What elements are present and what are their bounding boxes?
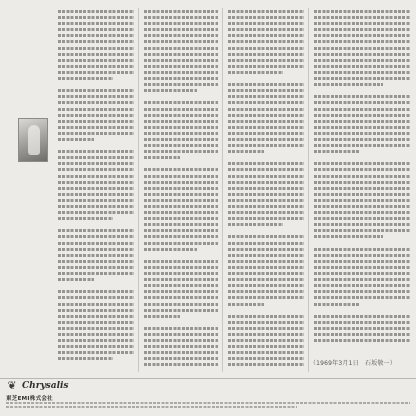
text-line: [228, 71, 283, 74]
text-line: [144, 144, 218, 147]
text-line: [228, 327, 304, 330]
text-line: [58, 199, 134, 202]
text-line: [314, 327, 410, 330]
text-line: [58, 193, 134, 196]
text-line: [314, 89, 410, 92]
text-line: [314, 235, 383, 238]
text-line: [314, 248, 410, 251]
text-line: [314, 162, 410, 165]
text-line: [314, 260, 410, 263]
text-line: [314, 53, 410, 56]
text-line: [228, 363, 304, 366]
text-line: [228, 217, 304, 220]
text-line: [314, 168, 410, 171]
text-line: [144, 339, 218, 342]
text-line: [58, 290, 134, 293]
text-line: [58, 144, 134, 147]
text-line: [228, 333, 304, 336]
text-line: [144, 114, 218, 117]
text-line: [58, 120, 134, 123]
text-line: [58, 156, 134, 159]
text-line: [228, 138, 304, 141]
text-line: [58, 47, 134, 50]
text-line: [228, 248, 304, 251]
text-line: [314, 333, 410, 336]
text-line: [314, 101, 410, 104]
fine-print-line: [6, 402, 410, 404]
text-line: [144, 89, 197, 92]
butterfly-logo-icon: ❦: [7, 379, 17, 392]
text-line: [228, 175, 304, 178]
text-line: [314, 296, 410, 299]
text-line: [144, 217, 218, 220]
text-line: [58, 187, 134, 190]
text-line: [314, 339, 410, 342]
text-column-3: [228, 10, 304, 372]
text-line: [144, 53, 218, 56]
text-line: [144, 309, 218, 312]
text-line: [58, 321, 134, 324]
text-line: [314, 284, 410, 287]
label-brand: Chrysalis: [22, 381, 69, 391]
text-line: [144, 284, 218, 287]
text-line: [58, 138, 94, 141]
text-line: [58, 284, 134, 287]
text-line: [58, 16, 134, 19]
text-line: [144, 40, 218, 43]
text-column-2: [144, 10, 218, 372]
text-line: [228, 357, 304, 360]
text-line: [228, 114, 304, 117]
text-line: [58, 296, 134, 299]
text-line: [144, 83, 218, 86]
text-line: [144, 321, 218, 324]
text-line: [144, 47, 218, 50]
text-line: [58, 181, 134, 184]
text-line: [144, 132, 218, 135]
text-line: [144, 16, 218, 19]
text-line: [58, 59, 134, 62]
text-line: [228, 89, 304, 92]
text-line: [144, 363, 218, 366]
text-line: [144, 229, 218, 232]
text-line: [314, 95, 410, 98]
text-line: [144, 266, 218, 269]
text-line: [144, 351, 218, 354]
text-line: [144, 315, 180, 318]
publisher-name: 東芝EMI株式会社: [6, 396, 53, 402]
text-line: [228, 132, 304, 135]
text-line: [144, 120, 218, 123]
text-line: [228, 235, 304, 238]
text-line: [58, 34, 134, 37]
copyright-fine-print: [6, 402, 410, 410]
text-line: [314, 132, 410, 135]
text-line: [314, 65, 410, 68]
text-line: [58, 22, 134, 25]
text-line: [228, 229, 304, 232]
text-line: [314, 10, 410, 13]
text-line: [314, 59, 410, 62]
text-line: [58, 303, 134, 306]
text-line: [228, 272, 304, 275]
text-line: [228, 22, 304, 25]
text-line: [228, 290, 304, 293]
text-line: [58, 53, 134, 56]
text-line: [144, 59, 218, 62]
text-line: [314, 193, 410, 196]
text-line: [144, 296, 218, 299]
text-line: [228, 95, 304, 98]
text-line: [228, 144, 304, 147]
text-line: [58, 235, 134, 238]
text-line: [314, 126, 410, 129]
text-line: [144, 248, 197, 251]
text-line: [228, 296, 304, 299]
text-line: [144, 278, 218, 281]
text-line: [314, 71, 410, 74]
text-line: [58, 95, 134, 98]
text-line: [58, 327, 134, 330]
text-line: [144, 327, 218, 330]
text-line: [314, 266, 410, 269]
text-line: [144, 303, 218, 306]
text-line: [228, 28, 304, 31]
text-line: [144, 108, 218, 111]
text-line: [314, 114, 410, 117]
text-line: [144, 95, 218, 98]
artist-photo: [18, 118, 48, 162]
text-line: [228, 321, 304, 324]
text-line: [228, 59, 304, 62]
text-line: [58, 89, 134, 92]
text-column-1: [58, 10, 134, 372]
text-line: [314, 144, 410, 147]
text-line: [58, 132, 134, 135]
text-line: [58, 168, 134, 171]
text-line: [144, 22, 218, 25]
text-line: [58, 333, 134, 336]
text-line: [228, 34, 304, 37]
text-line: [58, 260, 134, 263]
text-line: [58, 40, 134, 43]
text-line: [144, 77, 218, 80]
text-line: [144, 260, 218, 263]
author-signature: （1969年3月1日 石坂敬一）: [309, 360, 396, 367]
text-line: [228, 120, 304, 123]
text-line: [58, 363, 134, 366]
text-line: [144, 345, 218, 348]
text-line: [314, 181, 410, 184]
text-line: [58, 223, 134, 226]
text-line: [144, 10, 218, 13]
text-line: [314, 229, 410, 232]
text-line: [58, 229, 134, 232]
text-line: [228, 278, 304, 281]
text-line: [144, 71, 218, 74]
text-line: [144, 28, 218, 31]
text-line: [228, 16, 304, 19]
text-line: [58, 10, 134, 13]
text-line: [144, 235, 218, 238]
text-line: [228, 101, 304, 104]
text-line: [228, 181, 304, 184]
text-column-4: [314, 10, 410, 372]
text-line: [314, 138, 410, 141]
text-line: [58, 71, 134, 74]
text-line: [58, 315, 134, 318]
text-line: [228, 168, 304, 171]
text-line: [314, 272, 410, 275]
text-line: [314, 217, 410, 220]
text-line: [314, 290, 410, 293]
text-line: [228, 40, 304, 43]
text-line: [314, 223, 410, 226]
text-line: [228, 108, 304, 111]
text-line: [228, 193, 304, 196]
text-line: [228, 53, 304, 56]
text-line: [144, 101, 218, 104]
text-line: [228, 260, 304, 263]
text-line: [144, 65, 218, 68]
text-line: [228, 242, 304, 245]
text-line: [228, 150, 264, 153]
text-line: [144, 254, 218, 257]
text-line: [228, 345, 304, 348]
text-line: [58, 114, 134, 117]
text-line: [58, 65, 134, 68]
text-line: [144, 357, 218, 360]
footer-divider: [0, 378, 416, 379]
text-line: [314, 34, 410, 37]
text-line: [58, 126, 134, 129]
text-line: [58, 205, 134, 208]
column-rule: [222, 8, 223, 372]
text-line: [228, 126, 304, 129]
text-line: [314, 150, 360, 153]
text-line: [314, 187, 410, 190]
text-line: [58, 175, 134, 178]
text-line: [58, 248, 134, 251]
text-line: [144, 205, 218, 208]
text-line: [228, 205, 304, 208]
text-line: [58, 357, 113, 360]
text-line: [228, 351, 304, 354]
fine-print-line: [6, 406, 297, 408]
text-line: [58, 309, 134, 312]
text-line: [58, 242, 134, 245]
text-line: [228, 223, 283, 226]
text-line: [144, 181, 218, 184]
text-line: [144, 34, 218, 37]
text-line: [144, 290, 218, 293]
text-line: [314, 254, 410, 257]
text-line: [314, 156, 410, 159]
text-line: [314, 120, 410, 123]
text-line: [144, 333, 218, 336]
text-line: [314, 242, 410, 245]
text-line: [228, 211, 304, 214]
text-line: [144, 175, 218, 178]
text-line: [58, 266, 134, 269]
text-line: [58, 28, 134, 31]
text-line: [144, 223, 218, 226]
text-line: [58, 77, 113, 80]
text-line: [314, 22, 410, 25]
text-line: [314, 321, 410, 324]
text-line: [228, 315, 304, 318]
text-line: [144, 242, 218, 245]
text-line: [228, 187, 304, 190]
text-line: [144, 211, 218, 214]
text-line: [314, 315, 410, 318]
text-line: [314, 40, 410, 43]
text-line: [144, 193, 218, 196]
text-line: [228, 162, 304, 165]
text-line: [228, 199, 304, 202]
text-line: [228, 309, 304, 312]
column-rule: [138, 8, 139, 372]
text-line: [144, 156, 180, 159]
text-line: [314, 303, 360, 306]
text-line: [228, 303, 264, 306]
text-line: [144, 126, 218, 129]
text-line: [144, 138, 218, 141]
text-line: [58, 272, 134, 275]
text-line: [228, 156, 304, 159]
text-line: [314, 278, 410, 281]
text-line: [228, 77, 304, 80]
text-line: [314, 77, 410, 80]
text-line: [144, 199, 218, 202]
text-line: [228, 10, 304, 13]
text-line: [228, 47, 304, 50]
text-line: [314, 211, 410, 214]
column-rule: [308, 8, 309, 372]
text-line: [58, 108, 134, 111]
text-line: [144, 162, 218, 165]
text-line: [58, 211, 134, 214]
text-line: [314, 16, 410, 19]
text-line: [58, 351, 134, 354]
text-line: [58, 101, 134, 104]
text-line: [144, 150, 218, 153]
text-line: [58, 339, 134, 342]
text-line: [58, 83, 134, 86]
text-line: [58, 278, 94, 281]
text-line: [314, 108, 410, 111]
text-line: [144, 272, 218, 275]
text-line: [228, 83, 304, 86]
text-line: [58, 254, 134, 257]
text-line: [314, 28, 410, 31]
text-line: [228, 266, 304, 269]
text-line: [314, 175, 410, 178]
text-line: [228, 284, 304, 287]
text-line: [58, 217, 113, 220]
text-line: [314, 47, 410, 50]
text-line: [144, 168, 218, 171]
text-line: [228, 339, 304, 342]
text-line: [228, 65, 304, 68]
text-line: [144, 187, 218, 190]
text-line: [58, 150, 134, 153]
text-line: [314, 199, 410, 202]
text-line: [58, 162, 134, 165]
text-line: [314, 205, 410, 208]
text-line: [228, 254, 304, 257]
text-line: [58, 345, 134, 348]
text-line: [314, 309, 410, 312]
text-line: [314, 83, 383, 86]
